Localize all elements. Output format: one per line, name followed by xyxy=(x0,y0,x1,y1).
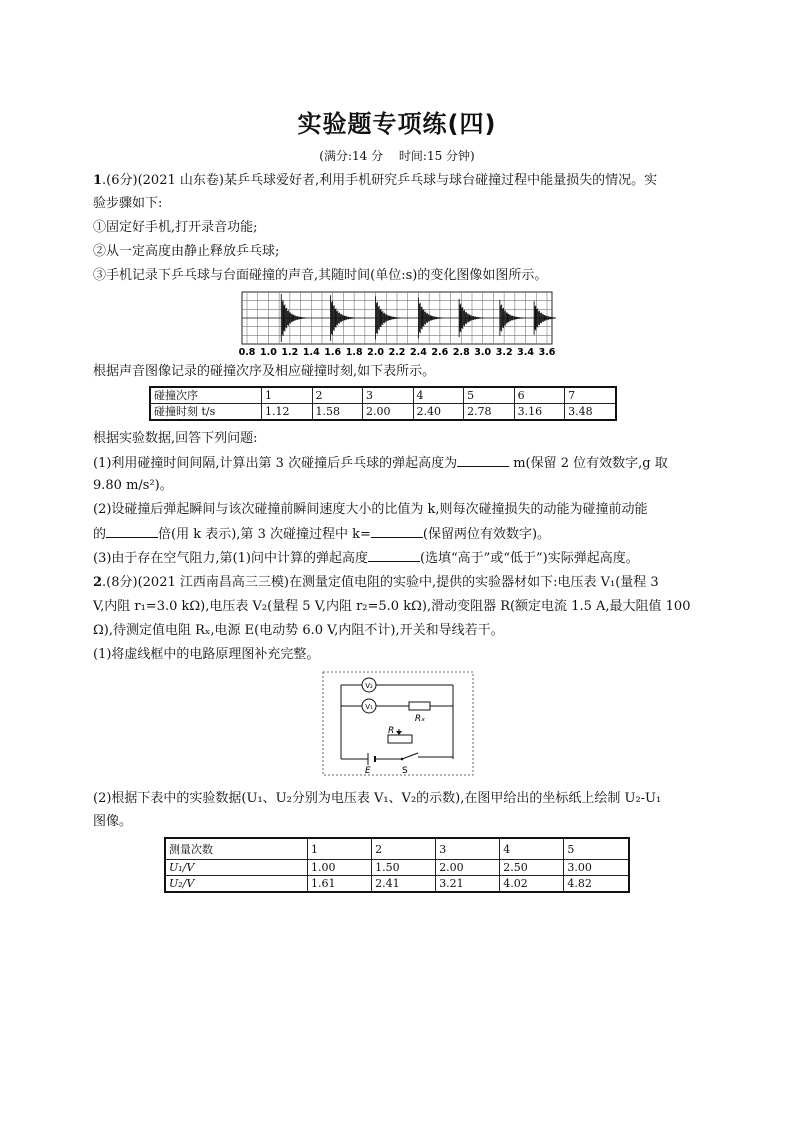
q1-step2: ②从一定高度由静止释放乒乓球; xyxy=(93,244,280,259)
table-cell: 5 xyxy=(564,838,629,860)
resistor-rx-icon xyxy=(409,702,430,710)
table-row-label: 碰撞时刻 t/s xyxy=(150,404,262,421)
q1-part1-line1: (1)利用碰撞时间间隔,计算出第 3 次碰撞后乒乓球的弹起高度为 m(保留 2 位有效数字,g 取 xyxy=(93,456,668,471)
q1-part2-line2: 的 倍(用 k 表示),第 3 次碰撞过程中 k= (保留两位有效数字)。 xyxy=(93,527,551,542)
table-cell: 4.82 xyxy=(564,876,629,893)
time-tick-label: 3.2 xyxy=(495,347,513,358)
table-cell: 1.00 xyxy=(308,860,372,876)
q2-intro-line3: Ω),待测定值电阻 Rₓ,电源 E(电动势 6.0 V,内阻不计),开关和导线若干。 xyxy=(93,623,504,638)
table-cell: 3.00 xyxy=(564,860,629,876)
table-row-label: U₂/V xyxy=(165,876,308,893)
table-cell: 3 xyxy=(363,387,414,404)
v2-label: V₂ xyxy=(365,682,373,690)
circuit-diagram xyxy=(322,671,474,776)
switch-icon xyxy=(402,753,418,759)
table-cell: 3.48 xyxy=(565,404,616,421)
table-cell: 7 xyxy=(565,387,616,404)
q2-part2-line1: (2)根据下表中的实验数据(U₁、U₂分别为电压表 V₁、V₂的示数),在图甲给出的坐标纸上绘制 U₂-U₁ xyxy=(93,791,662,806)
voltage-data-table xyxy=(164,837,630,893)
time-tick-label: 1.2 xyxy=(281,347,299,358)
time-tick-label: 0.8 xyxy=(238,347,256,358)
q2-part2-line2: 图像。 xyxy=(93,814,133,829)
table-cell: 1.61 xyxy=(308,876,372,893)
table-cell: 2 xyxy=(372,838,436,860)
q1-step3: ③手机记录下乒乓球与台面碰撞的声音,其随时间(单位:s)的变化图像如图所示。 xyxy=(93,268,548,283)
time-tick-label: 3.0 xyxy=(474,347,492,358)
table-cell: 2.78 xyxy=(464,404,515,421)
q2-intro-line2: V,内阻 r₁=3.0 kΩ),电压表 V₂(量程 5 V,内阻 r₂=5.0 kΩ),滑动变阻器 R(额定电流 1.5 A,最大阻值 100 xyxy=(93,599,691,614)
answer-blank[interactable] xyxy=(371,525,423,538)
table-cell: 2.00 xyxy=(436,860,500,876)
table-cell: 4 xyxy=(413,387,464,404)
time-tick-label: 1.6 xyxy=(324,347,342,358)
sound-waveform-figure xyxy=(238,290,556,360)
rheostat-icon xyxy=(388,735,412,743)
page-title: 实验题专项练(四) xyxy=(297,110,497,138)
table-row xyxy=(150,404,616,421)
table-cell: 4 xyxy=(500,838,564,860)
q1-intro-line1: 1.(6分)(2021 山东卷)某乒乓球爱好者,利用手机研究乒乓球与球台碰撞过程中能量损失的情况。实 xyxy=(93,173,658,188)
table-cell: 6 xyxy=(514,387,565,404)
page-subtitle: (满分:14 分 时间:15 分钟) xyxy=(319,149,475,163)
q1-part1-line2: 9.80 m/s²)。 xyxy=(93,478,173,493)
answer-blank[interactable] xyxy=(106,525,158,538)
table-cell: 1.12 xyxy=(262,404,313,421)
table-cell: 1 xyxy=(262,387,313,404)
q1-table-intro: 根据声音图像记录的碰撞次序及相应碰撞时刻,如下表所示。 xyxy=(93,364,436,379)
answer-blank[interactable] xyxy=(368,549,420,562)
table-row xyxy=(150,387,616,404)
q2-intro-line1: 2.(8分)(2021 江西南昌高三三模)在测量定值电阻的实验中,提供的实验器材如下:电压表 V₁(量程 3 xyxy=(93,575,659,590)
collision-time-table xyxy=(149,386,617,421)
q1-step1: ①固定好手机,打开录音功能; xyxy=(93,220,258,235)
table-cell: 1.58 xyxy=(312,404,363,421)
answer-blank[interactable] xyxy=(457,454,509,467)
table-cell: 2.40 xyxy=(413,404,464,421)
table-cell: 2.00 xyxy=(363,404,414,421)
table-cell: 3 xyxy=(436,838,500,860)
dashed-frame xyxy=(323,672,473,775)
q1-part2-line1: (2)设碰撞后弹起瞬间与该次碰撞前瞬间速度大小的比值为 k,则每次碰撞损失的动能为碰撞前动能 xyxy=(93,502,648,517)
table-cell: 2 xyxy=(312,387,363,404)
table-row xyxy=(165,838,629,860)
table-row-label: 碰撞次序 xyxy=(150,387,262,404)
time-tick-label: 3.4 xyxy=(517,347,534,358)
time-tick-label: 3.6 xyxy=(538,347,556,358)
time-tick-label: 2.6 xyxy=(431,347,449,358)
table-cell: 2.50 xyxy=(500,860,564,876)
q1-number: 1 xyxy=(93,173,103,188)
time-tick-label: 2.2 xyxy=(388,347,406,358)
q2-part1: (1)将虚线框中的电路原理图补充完整。 xyxy=(93,647,320,662)
time-tick-label: 2.0 xyxy=(367,347,384,358)
table-row-label: 测量次数 xyxy=(165,838,308,860)
table-row-label: U₁/V xyxy=(165,860,308,876)
e-label: E xyxy=(365,766,371,776)
time-tick-label: 1.4 xyxy=(302,347,320,358)
time-tick-label: 1.8 xyxy=(345,347,363,358)
q1-answer-intro: 根据实验数据,回答下列问题: xyxy=(93,431,258,446)
table-cell: 1.50 xyxy=(372,860,436,876)
table-cell: 1 xyxy=(308,838,372,860)
s-label: S xyxy=(402,766,408,776)
table-cell: 3.21 xyxy=(436,876,500,893)
r-label: R xyxy=(388,726,395,736)
time-tick-label: 2.8 xyxy=(452,347,470,358)
table-cell: 4.02 xyxy=(500,876,564,893)
table-cell: 2.41 xyxy=(372,876,436,893)
q1-part3: (3)由于存在空气阻力,第(1)问中计算的弹起高度 (选填“高于”或“低于”)实际弹起高度。 xyxy=(93,551,639,566)
table-cell: 3.16 xyxy=(514,404,565,421)
q1-intro-line2: 验步骤如下: xyxy=(93,196,163,211)
table-row xyxy=(165,860,629,876)
time-tick-label: 2.4 xyxy=(410,347,427,358)
table-row xyxy=(165,876,629,893)
rx-label: Rₓ xyxy=(414,714,426,724)
waveform-time-axis xyxy=(239,347,556,358)
q2-number: 2 xyxy=(93,575,103,590)
v1-label: V₁ xyxy=(365,703,373,711)
time-tick-label: 1.0 xyxy=(260,347,277,358)
table-cell: 5 xyxy=(464,387,515,404)
